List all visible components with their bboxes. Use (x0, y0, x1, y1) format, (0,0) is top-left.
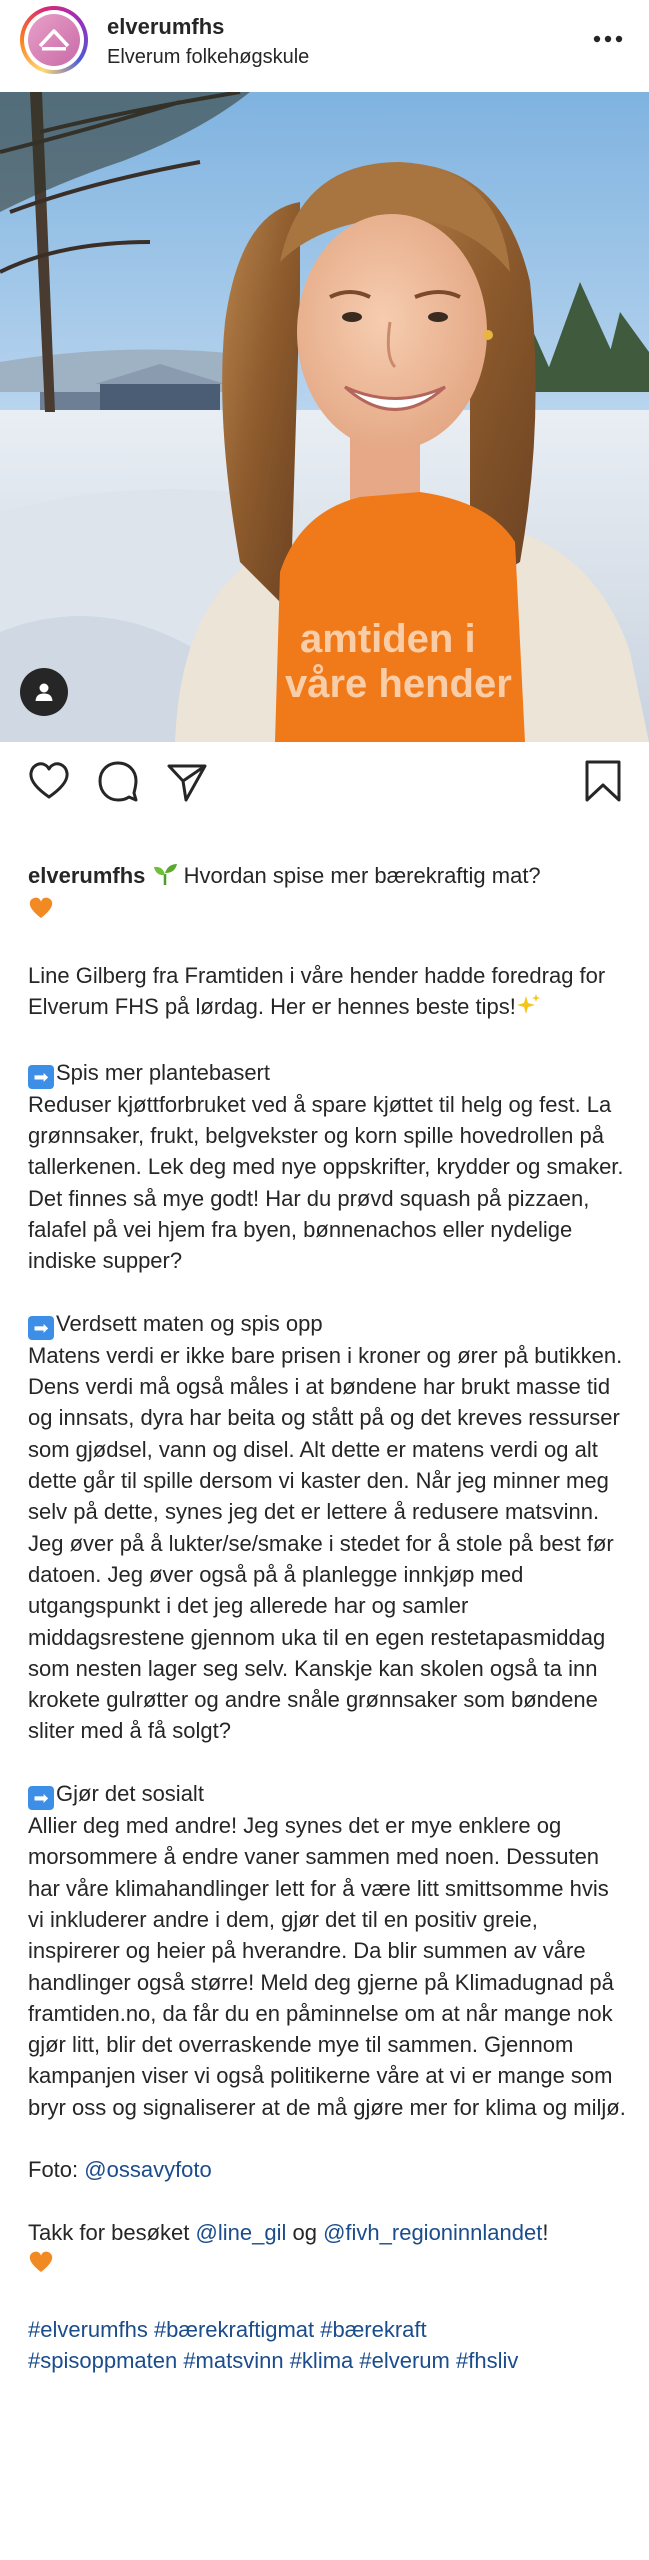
seedling-emoji-icon (152, 862, 178, 894)
right-arrow-emoji-icon: ➡ (28, 1786, 54, 1810)
school-logo-icon (28, 14, 80, 66)
orange-heart-emoji-icon (28, 896, 54, 928)
tip3-body: Allier deg med andre! Jeg synes det er mye enklere og morsommere å endre vaner sammen med noen. Dessuten har våre klimahandlinger lett for å være litt smittsomme hvis vi inkluderer andre i dem, gjør det til en positiv greie, inspirerer og heier på hverandre. Da blir summen av våre handlinger også større! Meld deg gjerne på Klimadugnad på framtiden.no, da får du en påminnelse om at når mange nok gjør litt, blir det overraskende mye til sammen. Gjennom kampanjen viser vi også politikerne våre at vi er mange som bryr oss og signaliserer at de må gjøre mer for klima og miljø. (28, 1813, 626, 2120)
post-location[interactable]: Elverum folkehøgskule (107, 46, 310, 68)
comment-icon[interactable] (95, 758, 141, 804)
caption-headline: Hvordan spise mer bærekraftig mat? (183, 863, 541, 888)
photo-credit-mention[interactable]: @ossavyfoto (84, 2157, 212, 2183)
post-action-bar (0, 742, 649, 826)
tip3-title: Gjør det sosialt (56, 1781, 204, 1807)
tip1-body: Reduser kjøttforbruket ved å spare kjøttet til helg og fest. La grønnsaker, frukt, belgvekster og korn spille hovedrollen på tallerkenen. Lek deg med nye oppskrifter, krydder og smaker. Det finnes så mye godt! Har du prøvd squash på pizzaen, falafel på vei hjem fra byen, bønnenachos eller nydelige indiske supper? (28, 1091, 624, 1274)
profile-avatar[interactable] (20, 6, 88, 74)
orange-heart-emoji-icon (28, 2250, 54, 2282)
sparkles-emoji-icon (516, 993, 542, 1025)
thanks-exclamation: ! (542, 2219, 549, 2245)
bookmark-icon[interactable] (580, 758, 626, 804)
hashtags-line-2[interactable]: #spisoppmaten #matsvinn #klima #elverum #fhsliv (28, 2348, 519, 2374)
hashtags-line-1[interactable]: #elverumfhs #bærekraftigmat #bærekraft (28, 2316, 427, 2342)
person-icon[interactable] (20, 668, 68, 716)
tip1-title: Spis mer plantebasert (56, 1059, 270, 1085)
shirt-print-line1: amtiden i (300, 617, 476, 661)
photo-credit-label: Foto: (28, 2157, 79, 2183)
tip2-body: Matens verdi er ikke bare prisen i kroner og ører på butikken. Dens verdi må også måles i at bøndene har brukt masse tid og innsats, dyra har beita og stått på og det kreves ressurser som gjødsel, vann og disel. Alt dette er matens verdi og alt dette går til spille dersom vi kaster den. Når jeg minner meg selv på dette, synes jeg det er lettere å redusere matsvinn. Jeg øver på å lukter/se/smake i stedet for å stole på best før datoen. Jeg øver også på å planlegge innkjøp med utgangspunkt i det jeg allerede har og samler middagsrestene gjennom uka til en egen restetapasmiddag som nesten lager seg selv. Kanskje kan skolen også ta inn krokete gulrøtter og andre snåle grønnsaker som bøndene sliter med å få solgt? (28, 1342, 623, 1744)
right-arrow-emoji-icon: ➡ (28, 1316, 54, 1340)
mention-fivh-regioninnlandet[interactable]: @fivh_regioninnlandet (323, 2219, 543, 2245)
post-header (0, 0, 649, 92)
shirt-print-line2: våre hender (285, 662, 512, 706)
paper-plane-icon[interactable] (164, 758, 210, 804)
caption-intro: Line Gilberg fra Framtiden i våre hender hadde foredrag for Elverum FHS på lørdag. Her er hennes beste tips! (28, 962, 606, 1020)
right-arrow-emoji-icon: ➡ (28, 1065, 54, 1089)
more-horizontal-icon[interactable] (592, 32, 624, 44)
tip2-title: Verdsett maten og spis opp (56, 1310, 323, 1336)
thanks-and: og (292, 2219, 317, 2245)
mention-line-gil[interactable]: @line_gil (195, 2219, 287, 2245)
post-caption (28, 860, 628, 2376)
post-photo[interactable] (0, 92, 649, 742)
thanks-text: Takk for besøket (28, 2219, 190, 2245)
heart-icon[interactable] (26, 758, 72, 804)
caption-username[interactable]: elverumfhs (28, 863, 146, 888)
post-username[interactable]: elverumfhs (107, 14, 225, 39)
